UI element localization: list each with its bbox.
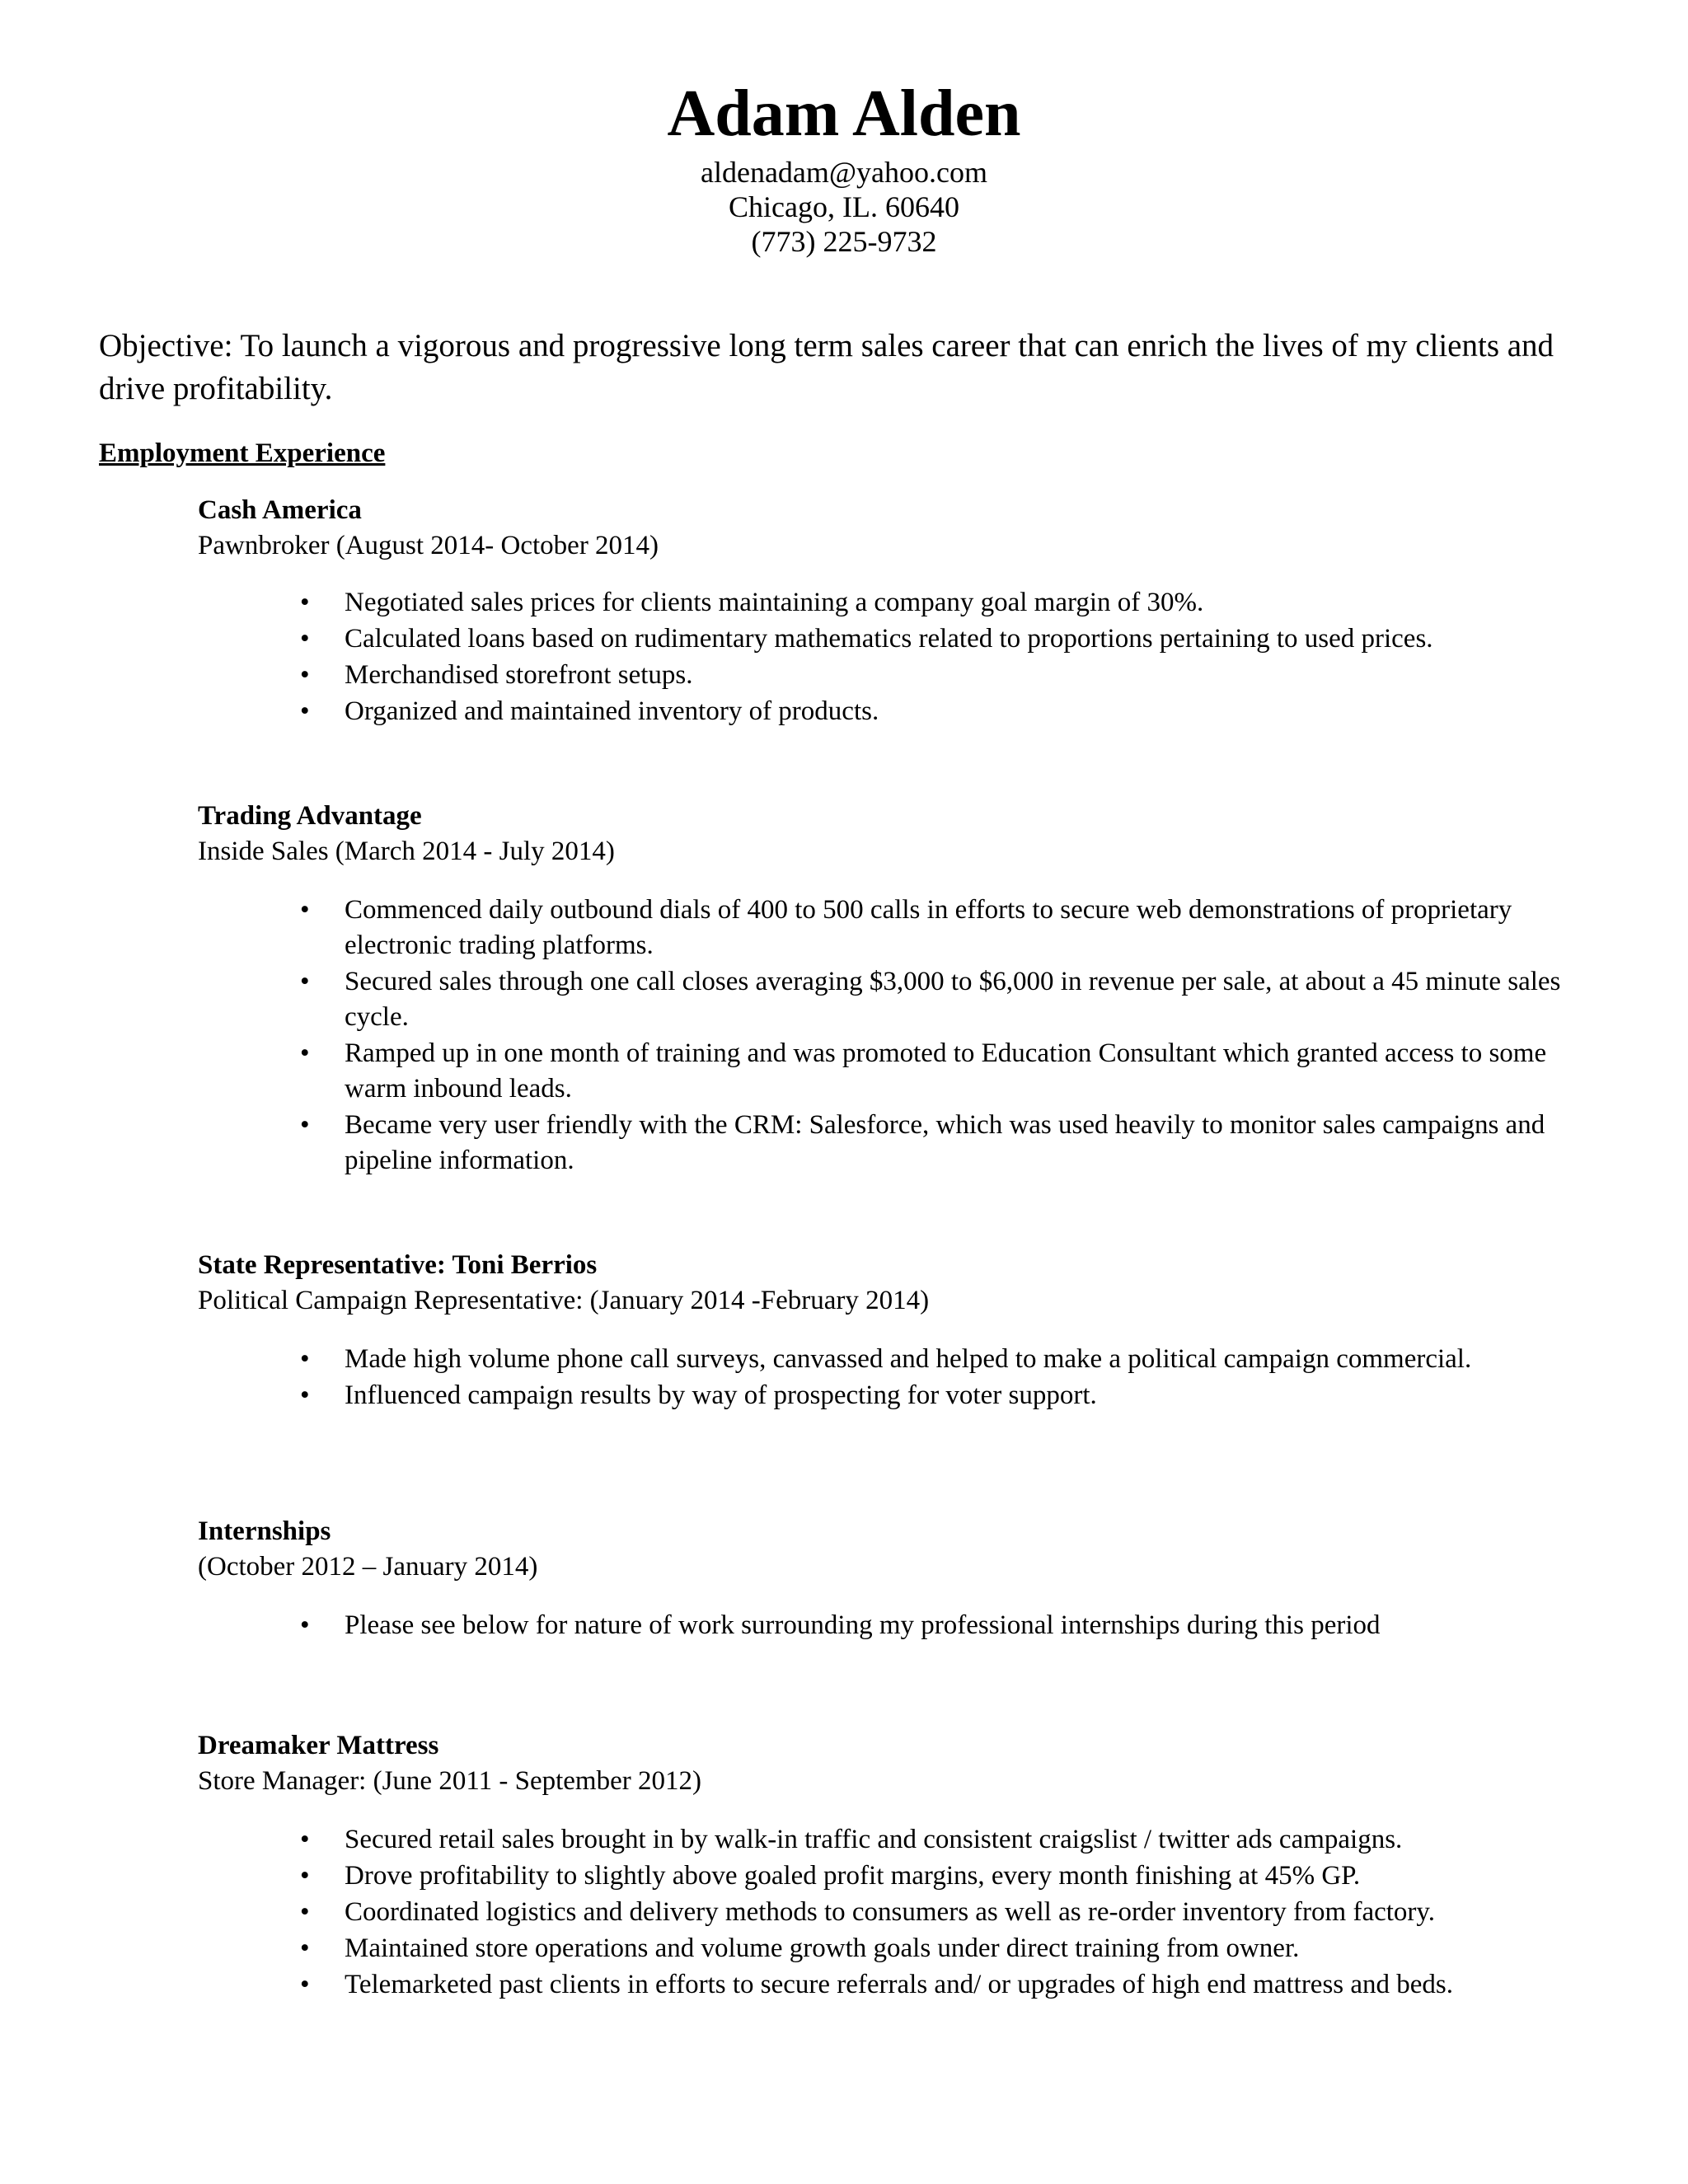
list-item bbox=[198, 694, 1599, 729]
job-bullets bbox=[198, 1342, 1599, 1413]
job-bullets bbox=[198, 1608, 1599, 1643]
bullet-text: Became very user friendly with the CRM: Salesforce, which was used heavily to monitor sales campaigns and pipeline information. bbox=[345, 1110, 1545, 1175]
list-item bbox=[198, 1895, 1599, 1930]
job-company: Dreamaker Mattress bbox=[198, 1731, 439, 1760]
bullet-icon: • bbox=[300, 1970, 310, 1999]
bullet-text: Made high volume phone call surveys, canvassed and helped to make a political campaign commercial. bbox=[345, 1344, 1472, 1374]
bullet-icon: • bbox=[300, 1110, 310, 1140]
job-role: Pawnbroker (August 2014- October 2014) bbox=[198, 531, 659, 560]
job-entry bbox=[198, 799, 1599, 1179]
job-role: (October 2012 – January 2014) bbox=[198, 1552, 538, 1582]
job-company: Internships bbox=[198, 1516, 331, 1546]
job-role: Store Manager: (June 2011 - September 2012) bbox=[198, 1766, 701, 1796]
bullet-icon: • bbox=[300, 624, 310, 654]
job-company: Cash America bbox=[198, 495, 362, 525]
bullet-icon: • bbox=[300, 660, 310, 690]
list-item bbox=[198, 658, 1599, 693]
bullet-text: Negotiated sales prices for clients maintaining a company goal margin of 30%. bbox=[345, 588, 1204, 617]
list-item bbox=[198, 1608, 1599, 1643]
list-item bbox=[198, 1931, 1599, 1966]
list-item bbox=[198, 621, 1599, 657]
bullet-text: Telemarketed past clients in efforts to secure referrals and/ or upgrades of high end mattress and beds. bbox=[345, 1970, 1454, 1999]
list-item bbox=[198, 1036, 1599, 1107]
bullet-text: Secured retail sales brought in by walk-in traffic and consistent craigslist / twitter ads campaigns. bbox=[345, 1825, 1403, 1854]
bullet-text: Secured sales through one call closes averaging $3,000 to $6,000 in revenue per sale, at about a 45 minute sales cycle. bbox=[345, 967, 1561, 1032]
bullet-icon: • bbox=[300, 1825, 310, 1854]
objective-statement: Objective: To launch a vigorous and progressive long term sales career that can enrich the lives of my clients and drive profitability. bbox=[99, 328, 1554, 406]
job-entry bbox=[198, 1728, 1599, 2004]
bullet-text: Please see below for nature of work surrounding my professional internships during this period bbox=[345, 1610, 1381, 1640]
bullet-icon: • bbox=[300, 967, 310, 996]
bullet-text: Ramped up in one month of training and was promoted to Education Consultant which granted access to some warm inbound leads. bbox=[345, 1038, 1547, 1104]
list-item bbox=[198, 1108, 1599, 1179]
list-item bbox=[198, 1342, 1599, 1377]
job-bullets bbox=[198, 585, 1599, 729]
resume-header bbox=[0, 73, 1688, 259]
job-entry bbox=[198, 1514, 1599, 1644]
bullet-text: Calculated loans based on rudimentary mathematics related to proportions pertaining to used prices. bbox=[345, 624, 1433, 654]
contact-email: aldenadam@yahoo.com bbox=[700, 156, 988, 189]
bullet-text: Commenced daily outbound dials of 400 to 500 calls in efforts to secure web demonstrations of proprietary electronic trading platforms. bbox=[345, 895, 1512, 960]
list-item bbox=[198, 585, 1599, 621]
list-item bbox=[198, 893, 1599, 963]
bullet-icon: • bbox=[300, 1344, 310, 1374]
list-item bbox=[198, 964, 1599, 1035]
job-entry bbox=[198, 493, 1599, 730]
bullet-text: Coordinated logistics and delivery methods to consumers as well as re-order inventory from factory. bbox=[345, 1897, 1435, 1927]
job-bullets bbox=[198, 893, 1599, 1179]
bullet-text: Maintained store operations and volume growth goals under direct training from owner. bbox=[345, 1933, 1300, 1963]
section-heading-employment: Employment Experience bbox=[99, 438, 386, 468]
bullet-text: Drove profitability to slightly above goaled profit margins, every month finishing at 45% GP. bbox=[345, 1861, 1361, 1891]
bullet-text: Influenced campaign results by way of prospecting for voter support. bbox=[345, 1380, 1097, 1410]
bullet-icon: • bbox=[300, 696, 310, 726]
list-item bbox=[198, 1378, 1599, 1413]
bullet-icon: • bbox=[300, 1380, 310, 1410]
bullet-icon: • bbox=[300, 1933, 310, 1963]
bullet-icon: • bbox=[300, 1038, 310, 1068]
job-bullets bbox=[198, 1822, 1599, 2003]
bullet-icon: • bbox=[300, 895, 310, 925]
job-entry bbox=[198, 1248, 1599, 1414]
list-item bbox=[198, 1858, 1599, 1894]
bullet-icon: • bbox=[300, 1610, 310, 1640]
job-role: Inside Sales (March 2014 - July 2014) bbox=[198, 837, 615, 866]
job-company: State Representative: Toni Berrios bbox=[198, 1250, 598, 1280]
bullet-icon: • bbox=[300, 1897, 310, 1927]
bullet-text: Organized and maintained inventory of products. bbox=[345, 696, 879, 726]
job-company: Trading Advantage bbox=[198, 801, 422, 831]
contact-location: Chicago, IL. 60640 bbox=[729, 190, 959, 223]
list-item bbox=[198, 1967, 1599, 2003]
contact-phone: (773) 225-9732 bbox=[751, 225, 937, 258]
bullet-text: Merchandised storefront setups. bbox=[345, 660, 693, 690]
candidate-name: Adam Alden bbox=[667, 77, 1021, 150]
list-item bbox=[198, 1822, 1599, 1858]
bullet-icon: • bbox=[300, 1861, 310, 1891]
bullet-icon: • bbox=[300, 588, 310, 617]
job-role: Political Campaign Representative: (January 2014 -February 2014) bbox=[198, 1286, 930, 1315]
